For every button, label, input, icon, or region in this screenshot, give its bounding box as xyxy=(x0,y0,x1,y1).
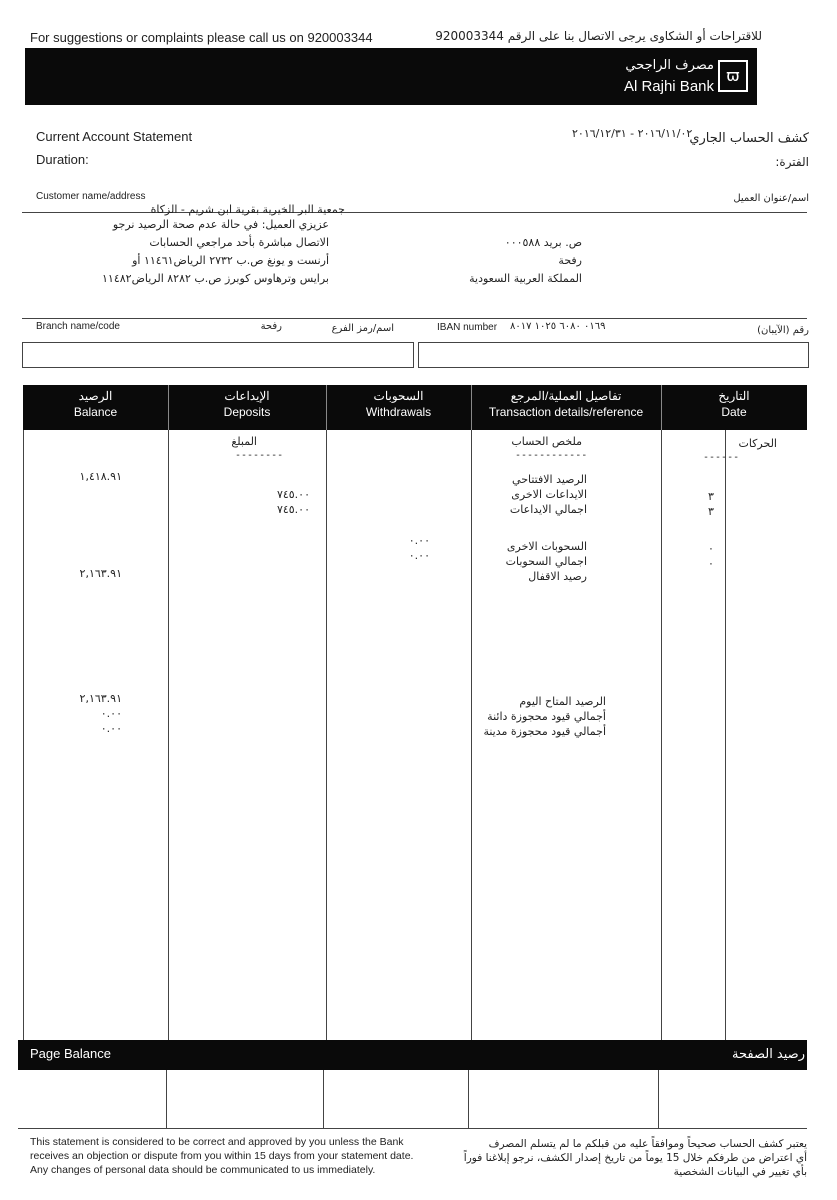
amount-subheader: المبلغ xyxy=(231,435,257,448)
balance-value: ١,٤١٨.٩١ xyxy=(79,470,122,483)
summary-balance: ٠.٠٠ xyxy=(100,722,122,735)
customer-address-line: المملكة العربية السعودية xyxy=(469,272,582,285)
page-balance-label-ar: رصيد الصفحة xyxy=(732,1047,805,1062)
summary-details: أجمالي قيود محجوزة دائنة xyxy=(487,710,606,723)
transaction-details: اجمالي الايداعات xyxy=(509,503,587,516)
withdrawal-value: ٠.٠٠ xyxy=(408,549,430,562)
transaction-details: السحوبات الاخرى xyxy=(506,540,587,553)
summary-details: الرصيد المتاح اليوم xyxy=(519,695,606,708)
withdrawal-value: ٠.٠٠ xyxy=(408,534,430,547)
branch-label-ar: اسم/رمز الفرع xyxy=(331,323,394,334)
divider-dashes: ------------ xyxy=(515,450,588,461)
transaction-details: الرصيد الافتتاحي xyxy=(512,473,587,486)
summary-details: أجمالي قيود محجوزة مدينة xyxy=(483,725,606,738)
page-balance-bar xyxy=(18,1040,807,1070)
summary-balance: ٠.٠٠ xyxy=(100,707,122,720)
transaction-details: الايداعات الاخرى xyxy=(511,488,587,501)
footer-disclaimer-ar: يعتبر كشف الحساب صحيحاً وموافقاً عليه من قبلكم ما لم يتسلم المصرف أي اعتراض من طرفكم خلال 15 يوماً من تاريخ إصدار الكشف، نرجو إبلاغنا فوراً بأي تغيير في البيانات الشخصية xyxy=(463,1138,807,1178)
column-header-balance: الرصيد Balance xyxy=(73,389,118,419)
deposit-value: ٧٤٥.٠٠ xyxy=(276,503,310,516)
customer-name: جمعية البر الخيرية بقرية ابن شريم - الزكاة xyxy=(150,203,345,216)
divider-dashes: -------- xyxy=(235,450,284,461)
branch-label-en: Branch name/code xyxy=(36,321,120,332)
transaction-details: اجمالي السحوبات xyxy=(505,555,587,568)
column-header-deposits: الإيداعات Deposits xyxy=(223,389,271,419)
header-banner xyxy=(25,48,757,105)
customer-label-en: Customer name/address xyxy=(36,191,146,202)
auditor-notice-line: أرنست و يونغ ص.ب ٢٧٣٢ الرياض١١٤٦١ أو xyxy=(132,254,329,267)
duration-label-en: Duration: xyxy=(36,152,89,167)
complaints-notice-ar: للاقتراحات أو الشكاوى يرجى الاتصال بنا على الرقم 920003344 xyxy=(435,29,762,43)
bank-name-en: Al Rajhi Bank xyxy=(623,78,714,95)
movements-subheader: الحركات xyxy=(738,437,777,450)
complaints-notice-en: For suggestions or complaints please call us on 920003344 xyxy=(30,30,373,45)
transaction-details: رصيد الاقفال xyxy=(528,570,587,583)
customer-address-line: رفحة xyxy=(558,254,582,267)
summary-subheader: ملخص الحساب xyxy=(511,435,582,448)
duration-label-ar: الفترة: xyxy=(775,155,809,169)
auditor-notice-line: الاتصال مباشرة بأحد مراجعي الحسابات xyxy=(149,236,329,249)
deposit-value: ٧٤٥.٠٠ xyxy=(276,488,310,501)
movement-count: ٠ xyxy=(708,542,714,555)
column-header-withdrawals: السحوبات Withdrawals xyxy=(365,389,432,419)
statement-period: ٢٠١٦/١١/٠٢ - ٢٠١٦/١٢/٣١ xyxy=(572,127,693,140)
footer-disclaimer-en: This statement is considered to be correct and approved by you unless the Bank receives an objection or dispute from you within 15 days from your statement date. Any changes of personal data should be communicated to us immediately. xyxy=(30,1136,414,1176)
iban-field xyxy=(418,342,809,368)
customer-label-ar: اسم/عنوان العميل xyxy=(733,193,809,204)
iban-label-ar: رقم (الآيبان) xyxy=(757,325,809,336)
iban-value: ٠١٦٩ ٦٠٨٠ ١٠٢٥ ٨٠١٧ xyxy=(510,321,606,332)
column-header-details: تفاصيل العملية/المرجع Transaction details/reference xyxy=(488,389,644,419)
divider-dashes: ------ xyxy=(703,452,740,463)
statement-title-en: Current Account Statement xyxy=(36,129,193,144)
summary-balance: ٢,١٦٣.٩١ xyxy=(79,692,122,705)
customer-address-line: ص. بريد ٠٠٠٥٨٨ xyxy=(504,236,582,249)
al-rajhi-logo-icon: ϖ xyxy=(718,60,748,92)
statement-title-ar: كشف الحساب الجاري xyxy=(689,131,809,146)
movement-count: ٠ xyxy=(708,557,714,570)
column-header-date: التاريخ Date xyxy=(718,389,750,419)
branch-value: رفحة xyxy=(260,321,282,332)
page-balance-label-en: Page Balance xyxy=(30,1046,111,1061)
balance-value: ٢,١٦٣.٩١ xyxy=(79,567,122,580)
movement-count: ٣ xyxy=(708,505,714,518)
auditor-notice-line: عزيزي العميل: في حالة عدم صحة الرصيد نرجو xyxy=(112,218,329,231)
movement-count: ٣ xyxy=(708,490,714,503)
branch-field xyxy=(22,342,414,368)
bank-name-ar: مصرف الراجحي xyxy=(625,58,714,73)
iban-label-en: IBAN number xyxy=(437,322,498,333)
auditor-notice-line: برايس وترهاوس كوبرز ص.ب ٨٢٨٢ الرياض١١٤٨٢ xyxy=(102,272,329,285)
